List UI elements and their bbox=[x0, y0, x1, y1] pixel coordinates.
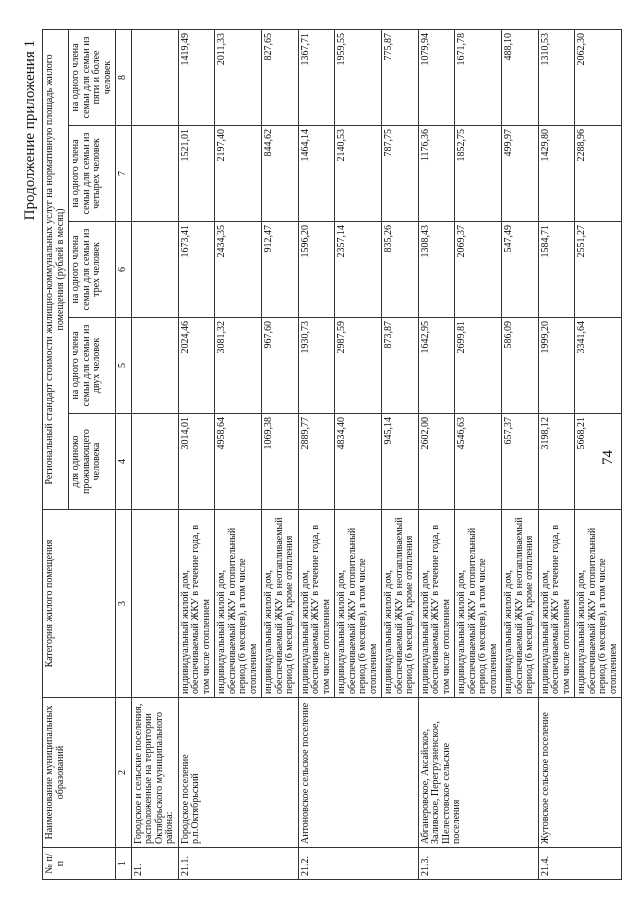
value-cell: 1310,53 bbox=[538, 29, 575, 125]
value-cell: 1367,71 bbox=[298, 29, 335, 125]
value-cell: 2288,96 bbox=[575, 126, 622, 222]
value-cell: 547,49 bbox=[502, 222, 539, 318]
value-cell: 1069,38 bbox=[262, 414, 299, 510]
value-cell: 2602,00 bbox=[418, 414, 455, 510]
value-cell: 2024,46 bbox=[178, 318, 215, 414]
category-cell: индивидуальный жилой дом, обеспечиваемый ЖКУ в неотапливаемый период (6 месяцев), кроме отопления bbox=[262, 510, 299, 698]
header-standard-group: Региональный стандарт стоимости жилищно-коммунальных услуг на нормативную площадь жилого помещения (рублей в месяц) bbox=[43, 29, 69, 509]
value-cell: 1308,43 bbox=[418, 222, 455, 318]
table-row bbox=[298, 29, 335, 879]
value-cell: 1584,71 bbox=[538, 222, 575, 318]
value-cell: 488,10 bbox=[502, 29, 539, 125]
value-cell: 1429,80 bbox=[538, 126, 575, 222]
value-cell: 967,60 bbox=[262, 318, 299, 414]
value-cell: 2140,53 bbox=[335, 126, 382, 222]
regional-standard-table bbox=[42, 29, 622, 880]
value-cell: 1079,94 bbox=[418, 29, 455, 125]
continuation-title: Продолжение приложения 1 bbox=[22, 40, 38, 221]
value-cell: 873,87 bbox=[382, 318, 419, 414]
category-cell: индивидуальный жилой дом, обеспечиваемый ЖКУ в отопительный период (6 месяцев), в том числе отоплением bbox=[215, 510, 262, 698]
header-col5: на одного члена семьи для семьи из двух человек bbox=[69, 318, 116, 414]
row-num: 21.1. bbox=[178, 848, 298, 880]
header-category: Категория жилого помещения bbox=[43, 510, 116, 698]
value-cell: 1642,95 bbox=[418, 318, 455, 414]
value-cell: 2434,35 bbox=[215, 222, 262, 318]
category-cell: индивидуальный жилой дом, обеспечиваемый ЖКУ в неотапливаемый период (6 месяцев), кроме отопления bbox=[502, 510, 539, 698]
value-cell: 3341,64 bbox=[575, 318, 622, 414]
value-cell: 2357,14 bbox=[335, 222, 382, 318]
value-cell: 787,75 bbox=[382, 126, 419, 222]
category-cell: индивидуальный жилой дом, обеспечиваемый ЖКУ в течение года, в том числе отоплением bbox=[538, 510, 575, 698]
category-cell: индивидуальный жилой дом, обеспечиваемый ЖКУ в течение года, в том числе отоплением bbox=[418, 510, 455, 698]
value-cell: 1596,20 bbox=[298, 222, 335, 318]
value-cell: 827,65 bbox=[262, 29, 299, 125]
section-name: Городское и сельские поселения, расположенные на территории Октябрьского муниципального района: bbox=[131, 698, 178, 848]
page-number: 74 bbox=[600, 450, 616, 465]
municipality-name: Антоновское сельское поселение bbox=[298, 698, 418, 848]
value-cell: 2011,33 bbox=[215, 29, 262, 125]
value-cell: 1999,20 bbox=[538, 318, 575, 414]
table-row bbox=[418, 29, 455, 879]
header-name: Наименование муниципальных образований bbox=[43, 698, 116, 848]
value-cell: 1419,49 bbox=[178, 29, 215, 125]
value-cell: 2889,77 bbox=[298, 414, 335, 510]
column-number: 6 bbox=[116, 222, 132, 318]
row-num: 21.4. bbox=[538, 848, 622, 880]
column-number: 2 bbox=[116, 698, 132, 848]
row-num: 21.3. bbox=[418, 848, 538, 880]
value-cell: 657,37 bbox=[502, 414, 539, 510]
value-cell: 2551,27 bbox=[575, 222, 622, 318]
value-cell: 586,09 bbox=[502, 318, 539, 414]
value-cell: 775,87 bbox=[382, 29, 419, 125]
value-cell: 4546,63 bbox=[455, 414, 502, 510]
column-number: 7 bbox=[116, 126, 132, 222]
column-number: 4 bbox=[116, 414, 132, 510]
category-cell: индивидуальный жилой дом, обеспечиваемый ЖКУ в отопительный период (6 месяцев), в том числе отоплением bbox=[335, 510, 382, 698]
value-cell: 5668,21 bbox=[575, 414, 622, 510]
section-row bbox=[131, 29, 178, 879]
value-cell: 1959,55 bbox=[335, 29, 382, 125]
value-cell: 1521,01 bbox=[178, 126, 215, 222]
category-cell: индивидуальный жилой дом, обеспечиваемый ЖКУ в неотапливаемый период (6 месяцев), кроме отопления bbox=[382, 510, 419, 698]
section-num: 21. bbox=[131, 848, 178, 880]
value-cell: 1930,73 bbox=[298, 318, 335, 414]
value-cell: 4958,64 bbox=[215, 414, 262, 510]
value-cell: 3014,01 bbox=[178, 414, 215, 510]
category-cell: индивидуальный жилой дом, обеспечиваемый ЖКУ в течение года, в том числе отоплением bbox=[298, 510, 335, 698]
value-cell: 1671,78 bbox=[455, 29, 502, 125]
value-cell: 3198,12 bbox=[538, 414, 575, 510]
column-number: 5 bbox=[116, 318, 132, 414]
table-row bbox=[178, 29, 215, 879]
value-cell: 1673,41 bbox=[178, 222, 215, 318]
header-num: № п/п bbox=[43, 848, 116, 880]
category-cell: индивидуальный жилой дом, обеспечиваемый ЖКУ в течение года, в том числе отоплением bbox=[178, 510, 215, 698]
value-cell: 2062,30 bbox=[575, 29, 622, 125]
value-cell: 1464,14 bbox=[298, 126, 335, 222]
category-cell: индивидуальный жилой дом, обеспечиваемый ЖКУ в отопительный период (6 месяцев), в том числе отоплением bbox=[575, 510, 622, 698]
value-cell: 835,26 bbox=[382, 222, 419, 318]
value-cell: 2197,40 bbox=[215, 126, 262, 222]
header-col7: на одного члена семьи для семьи из четырех человек bbox=[69, 126, 116, 222]
value-cell: 2987,59 bbox=[335, 318, 382, 414]
municipality-name: Абганеровское, Аксайское, Заливское, Перегрузненское, Шелестовское сельские поселения bbox=[418, 698, 538, 848]
column-number: 3 bbox=[116, 510, 132, 698]
municipality-name: Городское поселение р.п.Октябрьский bbox=[178, 698, 298, 848]
column-number: 1 bbox=[116, 848, 132, 880]
value-cell: 1176,36 bbox=[418, 126, 455, 222]
category-cell: индивидуальный жилой дом, обеспечиваемый ЖКУ в отопительный период (6 месяцев), в том числе отоплением bbox=[455, 510, 502, 698]
row-num: 21.2. bbox=[298, 848, 418, 880]
value-cell: 2069,37 bbox=[455, 222, 502, 318]
value-cell: 945,14 bbox=[382, 414, 419, 510]
header-col6: на одного члена семьи для семьи из трех человек bbox=[69, 222, 116, 318]
value-cell: 844,62 bbox=[262, 126, 299, 222]
header-col8: на одного члена семьи для семьи из пяти и более человек bbox=[69, 29, 116, 125]
value-cell: 1852,75 bbox=[455, 126, 502, 222]
table-row bbox=[538, 29, 575, 879]
header-col4: для одиноко проживающего человека bbox=[69, 414, 116, 510]
value-cell: 4834,40 bbox=[335, 414, 382, 510]
municipality-name: Жутовское сельское поселение bbox=[538, 698, 622, 848]
value-cell: 499,97 bbox=[502, 126, 539, 222]
value-cell: 3081,32 bbox=[215, 318, 262, 414]
column-number: 8 bbox=[116, 29, 132, 125]
value-cell: 912,47 bbox=[262, 222, 299, 318]
value-cell: 2699,81 bbox=[455, 318, 502, 414]
